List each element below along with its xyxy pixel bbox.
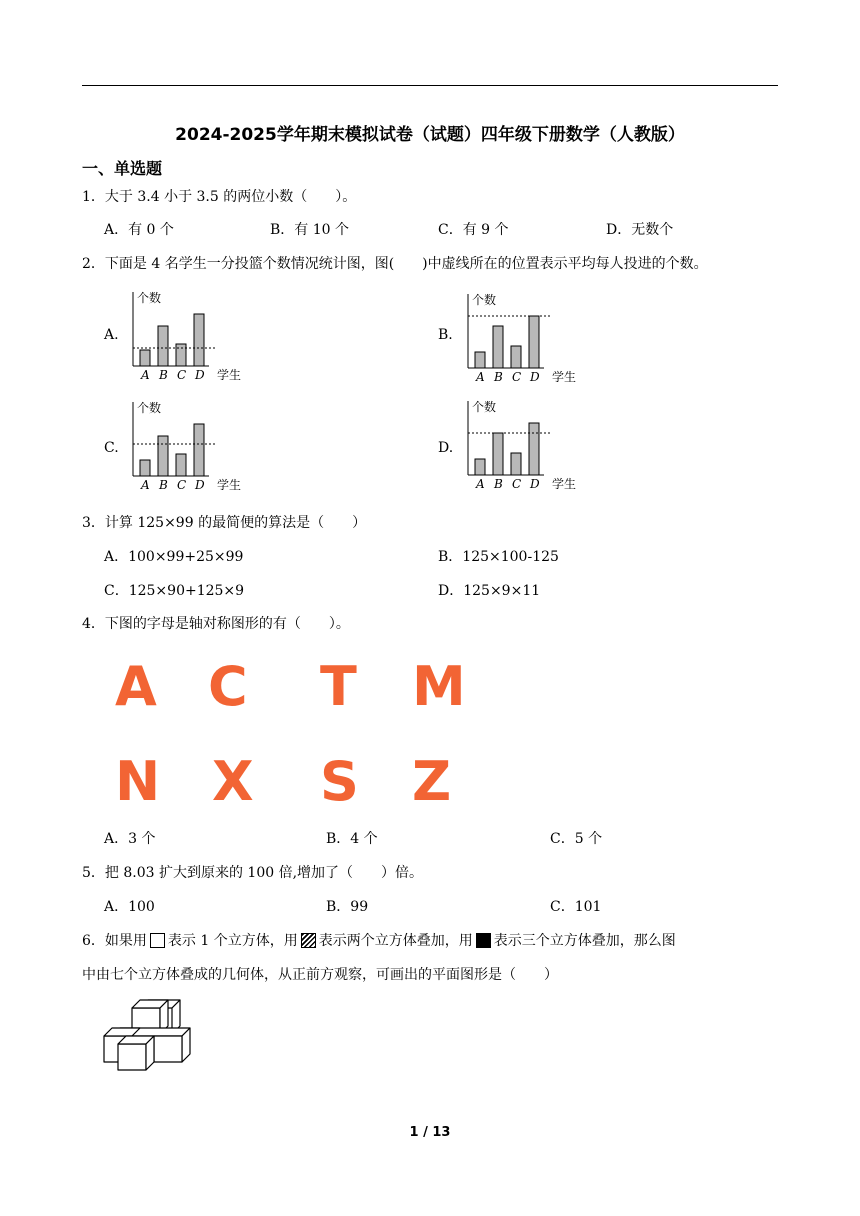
question-6-line-2: 中由七个立方体叠成的几何体，从正前方观察，可画出的平面图形是（ ） xyxy=(82,967,558,983)
question-5-option-b[interactable]: B．99 xyxy=(326,899,369,915)
black-square-icon xyxy=(476,933,491,948)
question-2-option-c[interactable]: C. xyxy=(104,440,119,456)
question-2-option-b[interactable]: B. xyxy=(438,327,453,343)
letter-s: S xyxy=(320,750,359,813)
q6-text-c: 表示两个立方体叠加，用 xyxy=(318,933,473,949)
question-1-stem: 1．大于 3.4 小于 3.5 的两位小数（ ）。 xyxy=(82,189,357,205)
chart-bar-b xyxy=(158,326,168,366)
chart-ylabel: 个数 xyxy=(472,400,497,414)
chart-bar-a xyxy=(475,459,485,475)
chart-category-label: B xyxy=(494,370,503,384)
letter-n: N xyxy=(115,750,161,813)
chart-bar-b xyxy=(493,433,503,475)
chart-bar-d xyxy=(194,424,204,476)
chart-ylabel: 个数 xyxy=(472,293,497,307)
section-heading: 一、单选题 xyxy=(82,159,163,178)
question-5-option-a[interactable]: A．100 xyxy=(104,899,155,915)
chart-category-label: D xyxy=(530,370,540,384)
chart-bar-c xyxy=(176,344,186,366)
chart-category-label: D xyxy=(530,477,540,491)
question-1-option-b[interactable]: B．有 10 个 xyxy=(270,222,350,238)
question-4-option-a[interactable]: A．3 个 xyxy=(104,831,156,847)
q6-text-b: 表示 1 个立方体，用 xyxy=(167,933,298,949)
chart-bar-b xyxy=(158,436,168,476)
chart-bar-c xyxy=(511,453,521,475)
chart-bar-b xyxy=(493,326,503,368)
question-3-stem: 3．计算 125×99 的最简便的算法是（ ） xyxy=(82,515,367,531)
question-6-line-1 xyxy=(82,930,676,950)
question-3-option-b[interactable]: B．125×100-125 xyxy=(438,549,559,565)
question-4-stem: 4．下图的字母是轴对称图形的有（ ）。 xyxy=(82,616,350,632)
question-4-option-c[interactable]: C．5 个 xyxy=(550,831,603,847)
letter-m: M xyxy=(412,655,466,718)
chart-bar-c xyxy=(176,454,186,476)
chart-category-label: A xyxy=(476,370,485,384)
page-number: 1 / 13 xyxy=(409,1125,451,1140)
chart-xlabel: 学生 xyxy=(217,478,242,492)
chart-ylabel: 个数 xyxy=(137,401,162,415)
letter-a: A xyxy=(115,655,157,718)
chart-category-label: B xyxy=(159,478,168,492)
letter-c: C xyxy=(208,655,248,718)
chart-ylabel: 个数 xyxy=(137,291,162,305)
question-5-stem: 5．把 8.03 扩大到原来的 100 倍,增加了（ ）倍。 xyxy=(82,865,424,881)
chart-xlabel: 学生 xyxy=(552,370,577,384)
chart-bar-a xyxy=(475,352,485,368)
white-square-icon xyxy=(150,933,165,948)
chart-bar-c xyxy=(511,346,521,368)
chart-bar-d xyxy=(529,423,539,475)
header-rule xyxy=(82,85,778,86)
chart-category-label: C xyxy=(512,477,522,491)
chart-category-label: A xyxy=(141,478,150,492)
page-title: 2024-2025学年期末模拟试卷（试题）四年级下册数学（人教版） xyxy=(175,125,685,145)
chart-xlabel: 学生 xyxy=(217,368,242,382)
letter-z: Z xyxy=(412,750,452,813)
cube-stack-figure xyxy=(100,996,205,1074)
question-1-option-d[interactable]: D．无数个 xyxy=(606,222,674,238)
chart-category-label: C xyxy=(512,370,522,384)
chart-category-label: D xyxy=(195,478,205,492)
question-3-option-c[interactable]: C．125×90+125×9 xyxy=(104,583,245,599)
letter-t: T xyxy=(320,655,357,718)
question-1-option-a[interactable]: A．有 0 个 xyxy=(104,222,174,238)
chart-category-label: B xyxy=(494,477,503,491)
bar-chart-b xyxy=(460,290,580,386)
chart-bar-a xyxy=(140,350,150,366)
question-5-option-c[interactable]: C．101 xyxy=(550,899,602,915)
q6-text-a: 6．如果用 xyxy=(82,933,147,949)
letter-x: X xyxy=(212,750,254,813)
bar-chart-c xyxy=(125,398,245,494)
chart-category-label: A xyxy=(476,477,485,491)
question-2-option-d[interactable]: D. xyxy=(438,440,454,456)
hatched-square-icon xyxy=(301,933,316,948)
bar-chart-a xyxy=(125,288,245,384)
question-3-option-d[interactable]: D．125×9×11 xyxy=(438,583,541,599)
question-1-option-c[interactable]: C．有 9 个 xyxy=(438,222,509,238)
chart-xlabel: 学生 xyxy=(552,477,577,491)
chart-category-label: D xyxy=(195,368,205,382)
chart-category-label: C xyxy=(177,368,187,382)
question-3-option-a[interactable]: A．100×99+25×99 xyxy=(104,549,244,565)
chart-category-label: B xyxy=(159,368,168,382)
chart-bar-d xyxy=(194,314,204,366)
chart-category-label: A xyxy=(141,368,150,382)
chart-bar-a xyxy=(140,460,150,476)
question-2-option-a[interactable]: A. xyxy=(104,327,119,343)
bar-chart-d xyxy=(460,397,580,493)
chart-bar-d xyxy=(529,316,539,368)
q6-text-d: 表示三个立方体叠加，那么图 xyxy=(493,933,676,949)
question-2-stem: 2．下面是 4 名学生一分投篮个数情况统计图，图( )中虚线所在的位置表示平均每人投进的个数。 xyxy=(82,256,708,272)
question-4-option-b[interactable]: B．4 个 xyxy=(326,831,378,847)
chart-category-label: C xyxy=(177,478,187,492)
